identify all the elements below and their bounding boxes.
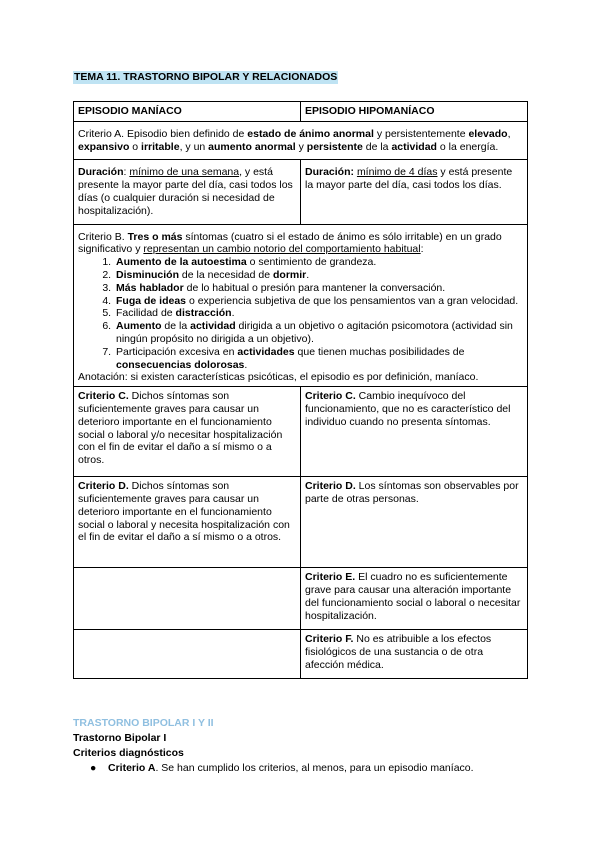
list-item [114,282,523,295]
criteria-table [73,101,528,679]
criterio-e-hipomaniaco-cell [301,568,528,630]
list-item [114,346,523,372]
table-row [74,630,528,679]
table-row [74,387,528,477]
text: o sentimiento de grandeza. [246,256,377,269]
bold-text: Aumento [116,320,162,333]
section-heading: TRASTORNO BIPOLAR I Y II [73,717,214,729]
text: . Se han cumplido los criterios, al menos, para un episodio maníaco. [155,762,474,774]
bold-text: Criterio A [108,762,156,774]
text: : [420,243,424,256]
criterio-c-hipomaniaco-cell [301,387,528,477]
bold-text: Disminución [116,268,180,281]
text: Dichos síntomas son suficientemente graves para causar un deterioro importante en el funcionamiento social o laboral y/o necesitar hospitalización con el fin de evitar el daño a sí mismo o a otros. [78,390,283,467]
bold-text: Duración: [305,166,355,179]
anotacion: Anotación: si existen características psicóticas, el episodio es por definición, maníaco. [78,371,479,384]
criterio-b-intro [78,231,523,257]
bold-text: actividad [391,140,437,153]
bold-text: Criterio F. [305,633,354,646]
text: de lo habitual o presión para mantener la conversación. [183,281,446,294]
bold-text: persistente [306,140,363,153]
text: , [507,127,511,140]
subheading-criterios: Criterios diagnósticos [73,747,184,759]
subheading-trastorno-bipolar-i: Trastorno Bipolar I [73,732,167,744]
bold-text: expansivo [78,140,130,153]
criterio-d-maniaco-cell [74,477,301,568]
bold-text: Tres o más [127,230,183,243]
text: Facilidad de [116,307,176,320]
list-item [114,269,523,282]
bold-text: Aumento de la autoestima [116,256,247,269]
text: Criterio A. Episodio bien definido de [78,127,248,140]
text: Cambio inequívoco del funcionamiento, que no es característico del individuo cuando no presenta síntomas. [305,390,511,428]
list-item [114,256,523,269]
text: de la [161,320,191,333]
text: y persistentemente [373,127,469,140]
bold-text: estado de ánimo anormal [247,127,374,140]
symptom-list [78,256,523,371]
duracion-maniaco-cell [74,160,301,224]
text: El cuadro no es suficientemente grave para causar una alteración importante del funcionamiento social o laboral o necesitar hospitalización. [305,571,521,622]
underlined-text: representan un cambio notorio del comportamiento habitual [143,243,421,256]
table-row [74,568,528,630]
list-item [114,320,523,346]
underlined-text: mínimo de una semana [129,166,240,179]
text: Dichos síntomas son suficientemente graves para causar un deterioro importante en el funcionamiento social o laboral y necesita hospitalización con el fin de evitar el daño a sí mismo o a otros. [78,480,290,544]
table-row [74,160,528,224]
criterio-a-cell [74,121,528,160]
bold-text: irritable [141,140,180,153]
bold-text: elevado [468,127,508,140]
text: Participación excesiva en [116,345,238,358]
list-item [90,762,474,775]
page-title: TEMA 11. TRASTORNO BIPOLAR Y RELACIONADOS [74,71,338,83]
bold-text: Criterio E. [305,571,356,584]
bold-text: dormir [273,268,307,281]
bold-text: Criterio D. [78,480,129,493]
header-episodio-hipomaniaco: EPISODIO HIPOMANÍACO [301,102,528,122]
empty-cell [74,630,301,679]
table-row [74,224,528,387]
text: No es atribuible a los efectos fisiológicos de una sustancia o de otra afección médica. [305,633,492,671]
bold-text: consecuencias dolorosas [116,358,245,371]
duracion-hipomaniaco-cell [301,160,528,224]
text: síntomas (cuatro si el estado de ánimo es sólo irritable) en un grado significativo y [78,230,502,256]
text: y está presente la mayor parte del día, casi todos los días. [305,166,513,192]
bullet-icon: ● [90,762,97,774]
criterio-c-maniaco-cell [74,387,301,477]
criterio-d-hipomaniaco-cell [301,477,528,568]
bold-text: Más hablador [116,281,184,294]
text: de la [362,140,392,153]
text: . [231,307,235,320]
text: . [244,358,248,371]
bold-text: Fuga de ideas [116,294,187,307]
text: , y está presente la mayor parte del día, casi todos los días (o cualquier duración si necesidad de hospitalización). [78,166,293,217]
text: que tienen muchas posibilidades de [294,345,465,358]
bold-text: actividades [237,345,295,358]
bold-text: Criterio C. [305,390,356,403]
bold-text: actividad [190,320,236,333]
header-episodio-maniaco: EPISODIO MANÍACO [74,102,301,122]
text: o [129,140,142,153]
text: dirigida a un objetivo o agitación psicomotora (actividad sin ningún propósito no dirigida a un objetivo). [116,320,513,345]
text: o la energía. [436,140,499,153]
criterio-b-cell [74,224,528,387]
bold-text: Criterio D. [305,480,356,493]
criterio-f-hipomaniaco-cell [301,630,528,679]
bold-text: Duración [78,166,124,179]
text: o experiencia subjetiva de que los pensamientos van a gran velocidad. [186,294,519,307]
table-row [74,121,528,160]
table-row [74,477,528,568]
text: de la necesidad de [179,268,274,281]
text: : [123,166,130,179]
bold-text: aumento anormal [208,140,296,153]
bold-text: Criterio C. [78,390,129,403]
text: Criterio B. [78,230,128,243]
list-item [114,307,523,320]
underlined-text: mínimo de 4 días [356,166,438,179]
table-header-row [74,102,528,122]
text: Los síntomas son observables por parte de otras personas. [305,480,519,505]
empty-cell [74,568,301,630]
bold-text: distracción [175,307,232,320]
text: , y un [179,140,209,153]
list-item [114,295,523,308]
text: . [306,268,310,281]
text: y [295,140,307,153]
